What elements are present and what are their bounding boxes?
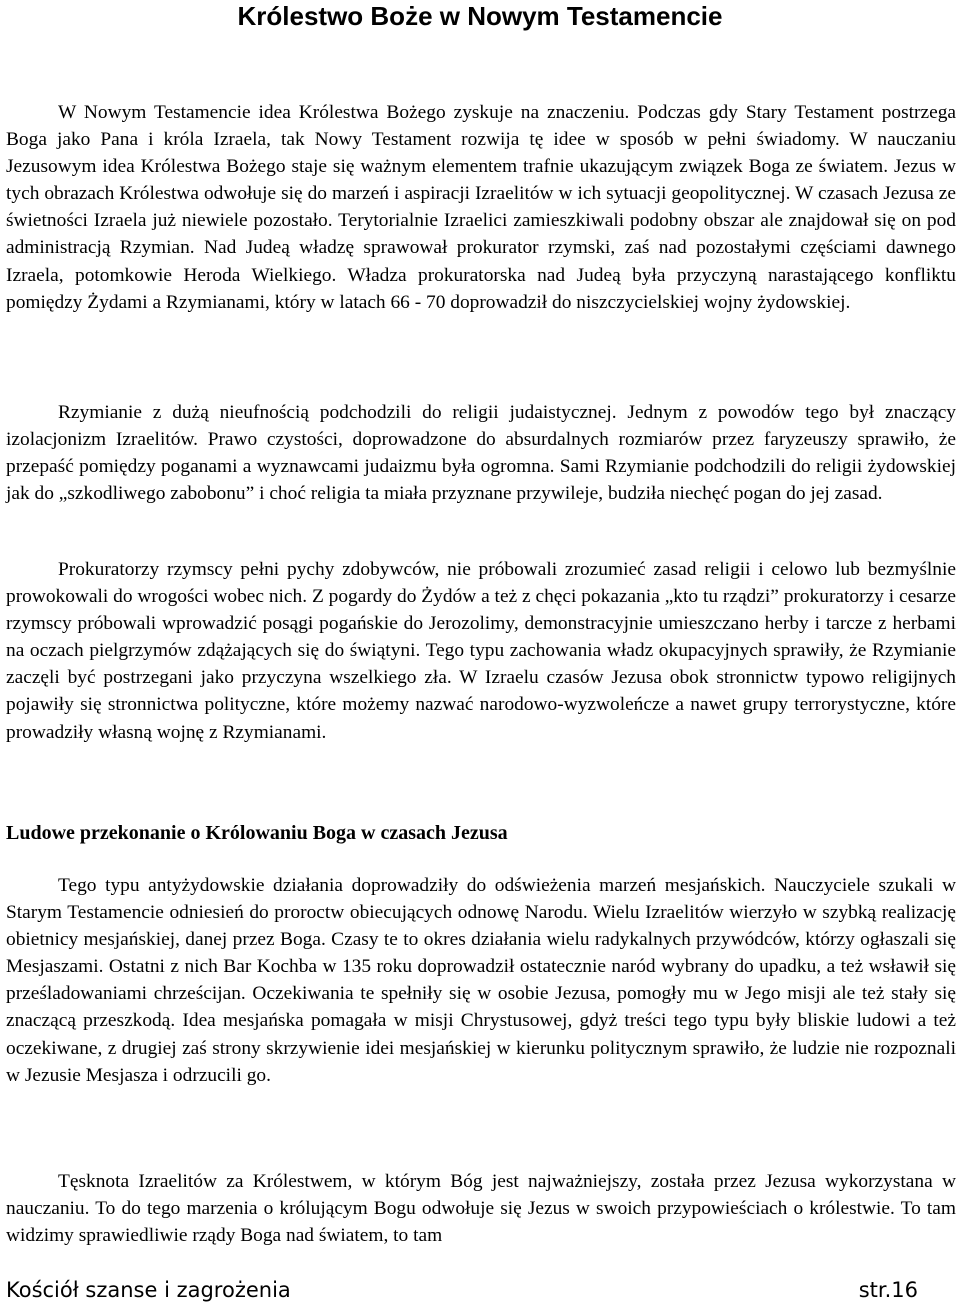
- section-heading: Ludowe przekonanie o Królowaniu Boga w czasach Jezusa: [6, 822, 508, 844]
- page-footer: [6, 1274, 918, 1306]
- footer-page-number: str.16: [858, 1278, 918, 1302]
- paragraph: Rzymianie z dużą nieufnością podchodzili do religii judaistycznej. Jednym z powodów tego był znaczący izolacjonizm Izraelitów. Prawo czystości, doprowadzone do absurdalnych rozmiarów przez faryzeuszy sprawiło, że przepaść pomiędzy poganami a wyznawcami judaizmu była ogromna. Sami Rzymianie podchodzili do religii żydowskiej jak do „szkodliwego zabobonu” i choć religia ta miała przyznane przywileje, budziła niechęć pogan do jej zasad.: [6, 402, 956, 505]
- paragraph: Tego typu antyżydowskie działania doprowadziły do odświeżenia marzeń mesjańskich. Nauczyciele szukali w Starym Testamencie odniesień do proroctw obiecujących odnowę Narodu. Wielu Izraelitów wierzyło w szybką realizację obietnicy mesjańskiej, danej przez Boga. Czasy te to okres działania wielu radykalnych przywódców, którzy ogłaszali się Mesjaszami. Ostatni z nich Bar Kochba w 135 roku doprowadził ostatecznie naród wybrany do upadku, a też wsławił się prześladowaniami chrześcijan. Oczekiwania te spełniły się w osobie Jezusa, pomogły mu w Jego misji ale też stały się znaczącą przeszkodą. Idea mesjańska pomagała w misji Chrystusowej, gdyż treści tego typu były bliskie ludowi a też oczekiwane, z drugiej zaś strony skrzywienie idei mesjańskiej w kierunku politycznym sprawiło, że ludzie nie rozpoznali w Jezusie Mesjasza i odrzucili go.: [6, 875, 956, 1086]
- paragraph: W Nowym Testamencie idea Królestwa Bożego zyskuje na znaczeniu. Podczas gdy Stary Testament postrzega Boga jako Pana i króla Izraela, tak Nowy Testament rozwija tę idee w sposób w pełni świadomy. W nauczaniu Jezusowym idea Królestwa Bożego staje się ważnym elementem trafnie ukazującym związek Boga ze światem. Jezus w tych obrazach Królestwa odwołuje się do marzeń i aspiracji Izraelitów w ich sytuacji geopolitycznej. W czasach Jezusa ze świetności Izraela już niewiele pozostało. Terytorialnie Izraelici zamieszkiwali podobny obszar ale znajdował się on pod administracją Rzymian. Nad Judeą władzę sprawował prokurator rzymski, zaś nad pozostałymi częściami dawnego Izraela, potomkowie Heroda Wielkiego. Władza prokuratorska nad Judeą była przyczyną narastającego konfliktu pomiędzy Żydami a Rzymianami, który w latach 66 - 70 doprowadził do niszczycielskiej wojny żydowskiej.: [6, 102, 956, 313]
- paragraph: Tęsknota Izraelitów za Królestwem, w którym Bóg jest najważniejszy, została przez Jezusa wykorzystana w nauczaniu. To do tego marzenia o królującym Bogu odwołuje się Jezus w swoich przypowieściach o królestwie. To tam widzimy sprawiedliwie rządy Boga nad światem, to tam: [6, 1171, 956, 1247]
- page-title: Królestwo Boże w Nowym Testamencie: [237, 1, 723, 31]
- paragraph: Prokuratorzy rzymscy pełni pychy zdobywców, nie próbowali zrozumieć zasad religii i celowo lub bezmyślnie prowokowali do wrogości wobec nich. Z pogardy do Żydów a też z chęci pokazania „kto tu rządzi” prokuratorzy i cesarze rzymscy próbowali wprowadzić posągi pogańskie do Jerozolimy, demonstracyjnie umieszczano herby i tarcze z herbami na oczach pielgrzymów zdążających się do świątyni. Tego typu zachowania władz okupacyjnych sprawiły, że Rzymianie zaczęli być postrzegani jako przyczyna wszelkiego zła. W Izraelu czasów Jezusa obok stronnictw typowo religijnych pojawiły się stronnictwa polityczne, które możemy nazwać narodowo-wyzwoleńcze a nawet grupy terrorystyczne, które prowadziły własną wojnę z Rzymianami.: [6, 559, 956, 743]
- footer-publication-title: Kościół szanse i zagrożenia: [6, 1278, 291, 1302]
